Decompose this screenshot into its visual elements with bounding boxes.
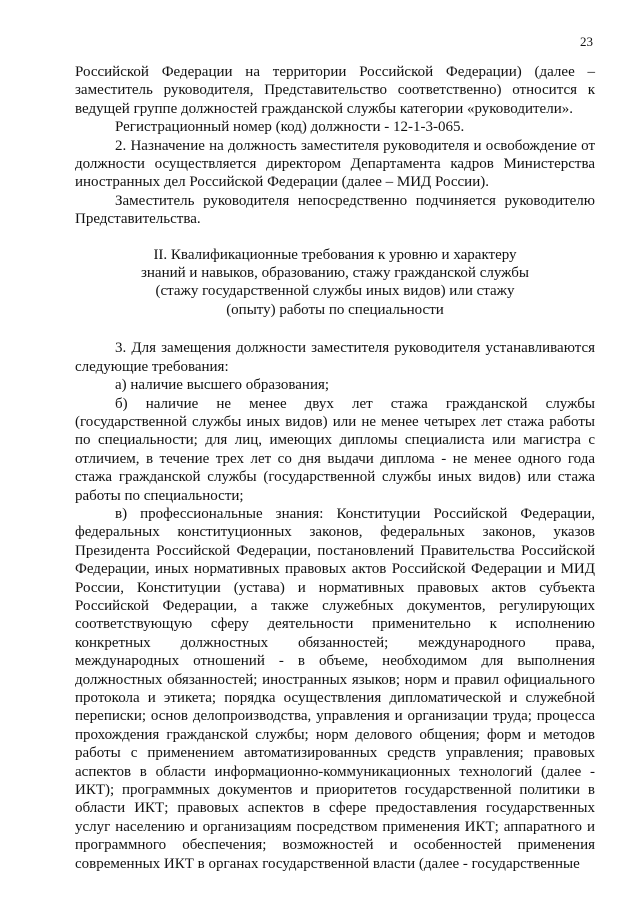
paragraph-continuation: Российской Федерации на территории Российской Федерации) (далее – заместитель руководителя, Представительство соответственно) относится к ведущей группе должностей гражданской службы категории «руководители». <box>75 64 595 117</box>
paragraph-subordination: Заместитель руководителя непосредственно подчиняется руководителю Представительства. <box>75 192 595 228</box>
document-body <box>75 63 595 873</box>
section-heading-line: (стажу государственной службы иных видов) или стажу <box>155 283 515 300</box>
page-number: 23 <box>580 34 593 49</box>
section-heading-line: II. Квалификационные требования к уровню и характеру <box>153 246 517 263</box>
paragraph-registration-number: Регистрационный номер (код) должности - 12-1-3-065. <box>115 119 465 136</box>
requirement-item-b: б) наличие не менее двух лет стажа гражданской службы (государственной службы иных видов) или не менее четырех лет стажа работы по специальности; для лиц, имеющих дипломы специалиста или магистра с отличием, в течение трех лет со дня выдачи диплома - не менее одного года стажа гражданской службы (государственной службы иных видов) или стажа работы по специальности; <box>75 395 595 504</box>
requirement-item-c: в) профессиональные знания: Конституции Российской Федерации, федеральных конституционных законов, федеральных законов, указов Президента Российской Федерации, постановлений Правительства Российской Федерации, иных нормативных правовых актов Российской Федерации и МИД России, Конституции (устава) и нормативных правовых актов субъекта Российской Федерации, а также служебных документов, регулирующих соответствующую сферу деятельности применительно к исполнению конкретных должностных обязанностей; международного права, международных отношений - в объеме, необходимом для выполнения должностных обязанностей; иностранных языков; норм и правил официального протокола и этикета; порядка осуществления дипломатической и служебной переписки; основ делопроизводства, управления и организации труда; процесса прохождения гражданской службы; норм делового общения; форм и методов работы с применением автоматизированных средств управления; правовых аспектов в области информационно-коммуникационных технологий (далее - ИКТ); программных документов и приоритетов государственной политики в области ИКТ; правовых аспектов в сфере предоставления государственных услуг населению и организациям посредством применения ИКТ; аппаратного и программного обеспечения; возможностей и особенностей применения современных ИКТ в органах государственной власти (далее - государственные <box>75 505 595 872</box>
requirements-intro: 3. Для замещения должности заместителя руководителя устанавливаются следующие требования: <box>75 340 595 375</box>
requirement-item-a: а) наличие высшего образования; <box>115 377 330 394</box>
section-heading-line: (опыту) работы по специальности <box>226 301 444 318</box>
paragraph-appointment: 2. Назначение на должность заместителя руководителя и освобождение от должности осуществляется директором Департамента кадров Министерства иностранных дел Российской Федерации (далее – МИД России). <box>75 137 595 191</box>
section-heading <box>75 246 595 320</box>
section-heading-line: знаний и навыков, образованию, стажу гражданской службы <box>140 265 530 282</box>
